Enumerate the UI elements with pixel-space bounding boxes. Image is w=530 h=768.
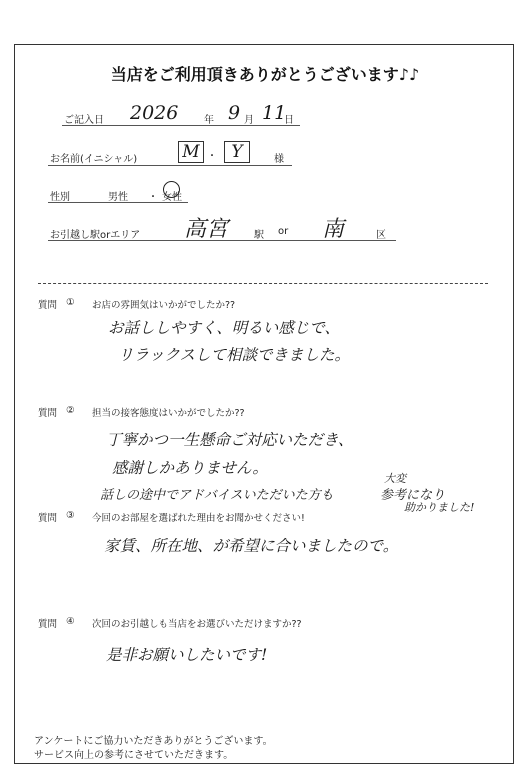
- footer-thanks: アンケートにご協力いただきありがとうございます。: [34, 736, 273, 747]
- question-2-answer-side-2: 参考になり: [380, 488, 446, 503]
- question-4-number: ④: [66, 616, 75, 627]
- question-1-number: ①: [66, 297, 75, 308]
- gender-male: 男性: [108, 192, 128, 203]
- question-2-text: 担当の接客態度はいかがでしたか??: [92, 408, 245, 419]
- area-underline: [48, 240, 396, 241]
- question-2-label: 質問: [38, 408, 58, 419]
- gender-label: 性別: [50, 192, 70, 203]
- month-unit: 月: [244, 115, 254, 126]
- honorific: 様: [274, 154, 284, 165]
- date-label: ご記入日: [64, 115, 104, 126]
- question-3-answer-line-1: 家賃、所在地、が希望に合いましたので。: [104, 537, 399, 555]
- year-value: 2026: [130, 102, 179, 124]
- area-label: お引越し駅orエリア: [50, 230, 141, 241]
- day-value: 11: [262, 102, 287, 124]
- question-4-label: 質問: [38, 619, 58, 630]
- question-2-answer-side-3: 助かりました!: [404, 501, 475, 514]
- question-1-answer-line-1: お話ししやすく、明るい感じで、: [108, 319, 340, 337]
- question-2-answer-line-2: 感謝しかありません。: [112, 459, 268, 477]
- question-3-label: 質問: [38, 513, 58, 524]
- question-4-answer-line-1: 是非お願いしたいです!: [106, 646, 268, 664]
- footer-note: サービス向上の参考にさせていただきます。: [34, 750, 234, 761]
- initial-box-2: Y: [224, 141, 250, 163]
- question-3-number: ③: [66, 510, 75, 521]
- station-value: 高宮: [184, 217, 229, 242]
- station-unit: 駅: [254, 230, 264, 241]
- ward-unit: 区: [376, 230, 386, 241]
- initial-separator: ・: [207, 151, 217, 162]
- gender-selection-circle: [163, 181, 180, 198]
- question-2-answer-line-3: 話しの途中でアドバイスいただいた方も: [100, 488, 334, 503]
- gender-separator: ・: [148, 192, 158, 203]
- page-title: 当店をご利用頂きありがとうございます♪♪: [110, 65, 420, 84]
- question-3-text: 今回のお部屋を選ばれた理由をお聞かせください!: [92, 513, 305, 524]
- question-1-answer-line-2: リラックスして相談できました。: [118, 346, 351, 364]
- question-4-text: 次回のお引越しも当店をお選びいただけますか??: [92, 619, 302, 630]
- section-divider: [38, 283, 488, 284]
- name-underline: [48, 165, 292, 166]
- question-2-answer-side-1: 大変: [384, 472, 406, 485]
- question-1-label: 質問: [38, 300, 58, 311]
- question-2-answer-line-1: 丁寧かつ一生懸命ご対応いただき、: [106, 431, 354, 449]
- question-1-text: お店の雰囲気はいかがでしたか??: [92, 300, 236, 311]
- gender-underline: [48, 202, 188, 203]
- initial-box-1: M: [178, 141, 204, 163]
- day-unit: 日: [284, 115, 294, 126]
- question-2-number: ②: [66, 405, 75, 416]
- date-underline: [62, 125, 300, 126]
- year-unit: 年: [204, 115, 214, 126]
- gender-female: 女性: [162, 192, 182, 203]
- month-value: 9: [228, 102, 241, 124]
- ward-value: 南: [322, 217, 345, 242]
- name-label: お名前(イニシャル): [50, 154, 138, 165]
- or-text: or: [278, 226, 289, 237]
